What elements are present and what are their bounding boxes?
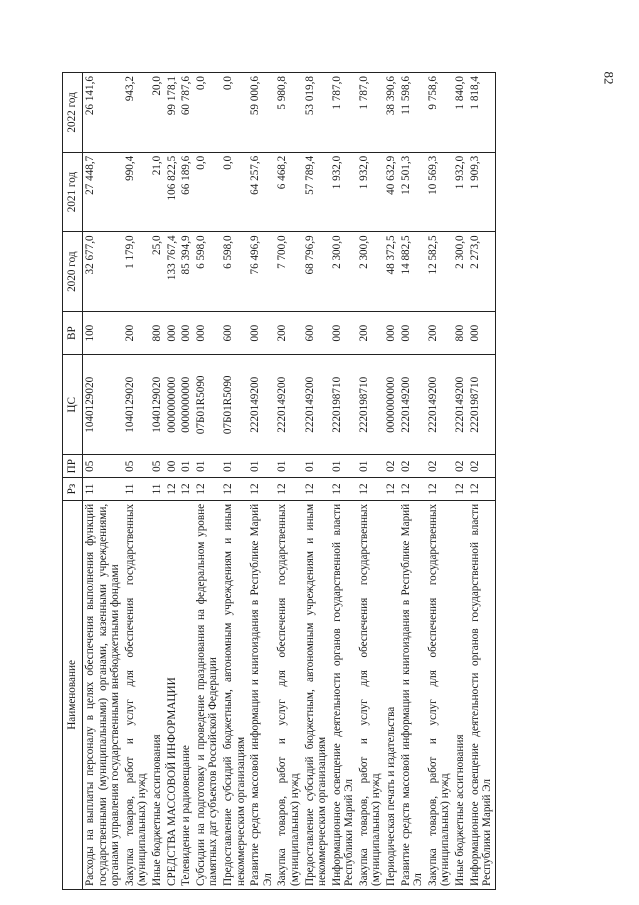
row-2021: 27 448,7 [83,152,123,232]
row-pr: 01 [248,455,275,478]
table-row [330,73,357,890]
table-row [453,73,468,890]
row-cs: 2220149200 [453,355,468,455]
row-cs: 1040129020 [123,355,150,455]
row-rz: 12 [179,478,194,501]
row-rz: 12 [303,478,330,501]
row-2021: 1 909,3 [468,152,496,232]
row-cs: 07Б01R5090 [221,355,248,455]
row-name: Развитие средств массовой информации и книгоиздания в Республике Марий Эл [248,500,275,889]
row-cs: 2220149200 [426,355,453,455]
row-2020: 2 300,0 [330,232,357,312]
row-rz: 12 [468,478,496,501]
row-2020: 68 796,9 [303,232,330,312]
row-2021: 0,0 [221,152,248,232]
row-rz: 12 [248,478,275,501]
row-2020: 6 598,0 [194,232,221,312]
row-cs: 2220198710 [468,355,496,455]
row-cs: 2220149200 [248,355,275,455]
row-2022: 1 787,0 [330,73,357,153]
row-cs: 07Б01R5090 [194,355,221,455]
row-2020: 25,0 [150,232,165,312]
table-row [357,73,384,890]
row-2022: 1 787,0 [357,73,384,153]
row-name: Иные бюджетные ассигнования [150,500,165,889]
row-pr: 05 [150,455,165,478]
row-2021: 21,0 [150,152,165,232]
row-pr: 02 [399,455,426,478]
row-2021: 1 932,0 [330,152,357,232]
row-name: Закупка товаров, работ и услуг для обеспечения государственных (муниципальных) нужд [275,500,302,889]
row-rz: 12 [453,478,468,501]
row-pr: 01 [357,455,384,478]
row-2022: 11 598,6 [399,73,426,153]
row-2022: 38 390,6 [384,73,399,153]
table-row [179,73,194,890]
row-vr: 600 [303,312,330,355]
row-vr: 200 [123,312,150,355]
row-2020: 2 300,0 [357,232,384,312]
header-pr: ПР [63,455,83,478]
row-2022: 0,0 [194,73,221,153]
row-cs: 0000000000 [165,355,180,455]
row-2021: 10 569,3 [426,152,453,232]
row-rz: 11 [83,478,123,501]
header-rz: Рз [63,478,83,501]
row-2021: 106 822,5 [165,152,180,232]
row-pr: 00 [165,455,180,478]
row-vr: 000 [179,312,194,355]
row-2022: 9 758,6 [426,73,453,153]
row-name: Предоставление субсидий бюджетным, автономным учреждениям и иным некоммерческим организациям [303,500,330,889]
row-name: Предоставление субсидий бюджетным, автономным учреждениям и иным некоммерческим организациям [221,500,248,889]
row-2022: 26 141,6 [83,73,123,153]
row-2021: 66 189,6 [179,152,194,232]
row-cs: 1040129020 [83,355,123,455]
table-row [399,73,426,890]
row-pr: 02 [453,455,468,478]
row-rz: 11 [123,478,150,501]
row-pr: 05 [83,455,123,478]
row-2021: 57 789,4 [303,152,330,232]
row-pr: 02 [468,455,496,478]
row-rz: 12 [221,478,248,501]
row-2020: 85 394,9 [179,232,194,312]
row-name: Иные бюджетные ассигнования [453,500,468,889]
row-cs: 0000000000 [179,355,194,455]
row-rz: 12 [384,478,399,501]
row-2021: 990,4 [123,152,150,232]
row-2020: 133 767,4 [165,232,180,312]
row-2021: 64 257,6 [248,152,275,232]
row-2021: 6 468,2 [275,152,302,232]
table-row [221,73,248,890]
row-2022: 60 787,6 [179,73,194,153]
table-row [194,73,221,890]
row-pr: 01 [303,455,330,478]
row-2021: 1 932,0 [357,152,384,232]
row-name: Расходы на выплаты персоналу в целях обеспечения выполнения функций государственными (муниципальными) органами, казенными учреждениями, органами управления государственными внебюджетными фондами [83,500,123,889]
row-2020: 48 372,5 [384,232,399,312]
row-vr: 000 [399,312,426,355]
row-name: Закупка товаров, работ и услуг для обеспечения государственных (муниципальных) нужд [426,500,453,889]
table-row [165,73,180,890]
row-2020: 2 300,0 [453,232,468,312]
row-vr: 000 [468,312,496,355]
header-vr: ВР [63,312,83,355]
row-2020: 12 582,5 [426,232,453,312]
row-vr: 800 [453,312,468,355]
row-rz: 12 [399,478,426,501]
row-2022: 59 000,6 [248,73,275,153]
header-2022: 2022 год [63,73,83,153]
row-cs: 2220149200 [303,355,330,455]
row-name: Периодическая печать и издательства [384,500,399,889]
header-cs: ЦС [63,355,83,455]
row-cs: 2220149200 [275,355,302,455]
row-2020: 14 882,5 [399,232,426,312]
row-vr: 200 [275,312,302,355]
table-row [468,73,496,890]
row-2022: 1 818,4 [468,73,496,153]
header-name: Наименование [63,500,83,889]
row-2022: 20,0 [150,73,165,153]
row-name: Телевидение и радиовещание [179,500,194,889]
row-cs: 1040129020 [150,355,165,455]
row-name: Информационное освещение деятельности органов государственной власти Республики Марий Эл [468,500,496,889]
row-rz: 12 [357,478,384,501]
row-2020: 1 179,0 [123,232,150,312]
row-pr: 01 [275,455,302,478]
header-row [63,73,83,890]
header-2020: 2020 год [63,232,83,312]
row-2021: 0,0 [194,152,221,232]
table-row [83,73,123,890]
row-rz: 12 [275,478,302,501]
row-2020: 2 273,0 [468,232,496,312]
row-2022: 53 019,8 [303,73,330,153]
row-vr: 000 [330,312,357,355]
row-2022: 1 840,0 [453,73,468,153]
row-pr: 05 [123,455,150,478]
header-2021: 2021 год [63,152,83,232]
table-row [275,73,302,890]
row-vr: 100 [83,312,123,355]
row-name: СРЕДСТВА МАССОВОЙ ИНФОРМАЦИИ [165,500,180,889]
row-pr: 01 [179,455,194,478]
row-cs: 2220198710 [357,355,384,455]
row-vr: 800 [150,312,165,355]
row-2022: 99 178,1 [165,73,180,153]
row-vr: 200 [426,312,453,355]
row-2022: 943,2 [123,73,150,153]
rotated-table-container [62,72,608,890]
row-vr: 600 [221,312,248,355]
row-rz: 12 [330,478,357,501]
row-name: Закупка товаров, работ и услуг для обеспечения государственных (муниципальных) нужд [123,500,150,889]
table-row [303,73,330,890]
row-pr: 01 [330,455,357,478]
row-vr: 000 [165,312,180,355]
row-vr: 200 [357,312,384,355]
row-rz: 12 [426,478,453,501]
row-cs: 2220149200 [399,355,426,455]
row-rz: 12 [165,478,180,501]
row-vr: 000 [194,312,221,355]
row-vr: 000 [384,312,399,355]
row-cs: 0000000000 [384,355,399,455]
table-row [248,73,275,890]
row-2022: 5 980,8 [275,73,302,153]
row-pr: 02 [426,455,453,478]
row-2020: 32 677,0 [83,232,123,312]
row-rz: 12 [194,478,221,501]
row-2022: 0,0 [221,73,248,153]
row-2020: 76 496,9 [248,232,275,312]
row-cs: 2220198710 [330,355,357,455]
row-2021: 1 932,0 [453,152,468,232]
table-row [384,73,399,890]
row-rz: 11 [150,478,165,501]
row-2020: 7 700,0 [275,232,302,312]
page-number: 82 [601,71,617,85]
table-row [123,73,150,890]
row-2020: 6 598,0 [221,232,248,312]
budget-table [62,72,496,890]
row-2021: 12 501,3 [399,152,426,232]
table-row [426,73,453,890]
row-name: Развитие средств массовой информации и книгоиздания в Республике Марий Эл [399,500,426,889]
row-name: Информационное освещение деятельности органов государственной власти Республики Марий Эл [330,500,357,889]
table-row [150,73,165,890]
row-pr: 01 [221,455,248,478]
row-name: Субсидии на подготовку и проведение празднования на федеральном уровне памятных дат субъектов Российской Федерации [194,500,221,889]
row-pr: 01 [194,455,221,478]
row-pr: 02 [384,455,399,478]
row-name: Закупка товаров, работ и услуг для обеспечения государственных (муниципальных) нужд [357,500,384,889]
row-2021: 40 632,9 [384,152,399,232]
row-vr: 000 [248,312,275,355]
